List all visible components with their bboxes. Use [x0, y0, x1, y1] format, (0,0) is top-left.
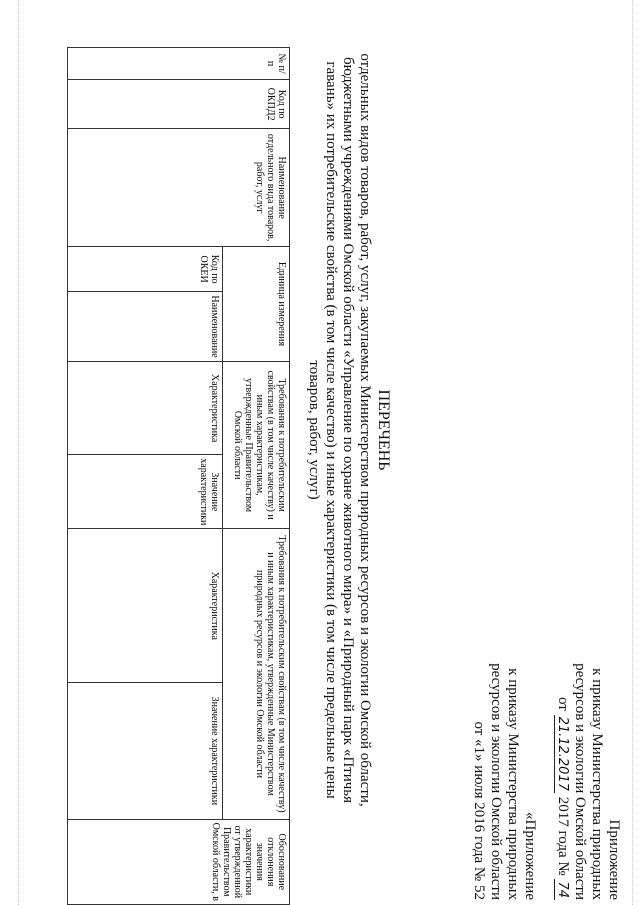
appendix-line: ресурсов и экологии Омской области [572, 663, 588, 900]
subheader-req1-value: Значение характеристики [68, 455, 223, 529]
appendix-title: «Приложение [522, 811, 538, 900]
subheader-unit-code: Код по ОКЕИ [68, 247, 223, 292]
goods-table [67, 47, 290, 905]
title-line: отдельных видов товаров, работ, услуг, закупаемых Министерством природных ресурсов и экологии Омской области, [357, 53, 373, 807]
appendix-title: Приложение [606, 819, 622, 900]
appendix-line: от «1» июля 2016 года № 52 [471, 721, 487, 900]
title-line: гавань» их потребительские свойства (в том числе качество) и иные характеристики (в том числе предельные цены [323, 61, 339, 799]
header-num: № п/п [68, 48, 290, 80]
handwritten-date: 21.12.2017 [555, 716, 570, 791]
year-text: 2017 года № [555, 796, 571, 876]
header-req-ministry: Требования к потребительским свойствам (в том числе качеству) и иным характеристикам, утвержденные Министерством природных ресурсов и экологии Омской области [223, 529, 290, 819]
previous-appendix-block [470, 620, 538, 900]
handwritten-number: 74 [555, 881, 570, 898]
title-line: бюджетными учреждениями Омской области «Управление по охране животного мира» и «Природный парк «Птичья [340, 56, 356, 804]
appendix-date-line [554, 620, 571, 900]
heading: ПЕРЕЧЕНЬ [375, 389, 392, 471]
from-label: от [555, 696, 571, 711]
appendix-block [554, 620, 622, 900]
subheader-unit-name: Наименование [68, 292, 223, 362]
subheader-req1-char: Характеристика [68, 361, 223, 455]
header-code: Код по ОКПД2 [68, 80, 290, 129]
header-unit: Единица измерения [223, 247, 290, 362]
header-name: Наименование отдельного вида товаров, работ, услуг [68, 129, 290, 247]
subheader-req2-char: Характеристика [68, 529, 223, 683]
title-line: товаров, работ, услуг) [306, 360, 322, 500]
header-req-government: Требования к потребительским свойствам (в том числе качеству) и иным характеристикам, утвержденные Правительством Омской области [223, 361, 290, 529]
document-title [305, 40, 392, 820]
appendix-line: к приказу Министерства природных [589, 668, 605, 900]
header-justification: Обоснование отклонения значения характеристики от утвержденной Правительством Омской области, в [68, 819, 290, 904]
appendix-line: к приказу Министерства природных [505, 668, 521, 900]
appendix-line: ресурсов и экологии Омской области [488, 663, 504, 900]
table-header-row [223, 48, 290, 905]
subheader-req2-value: Значение характеристики [68, 683, 223, 820]
